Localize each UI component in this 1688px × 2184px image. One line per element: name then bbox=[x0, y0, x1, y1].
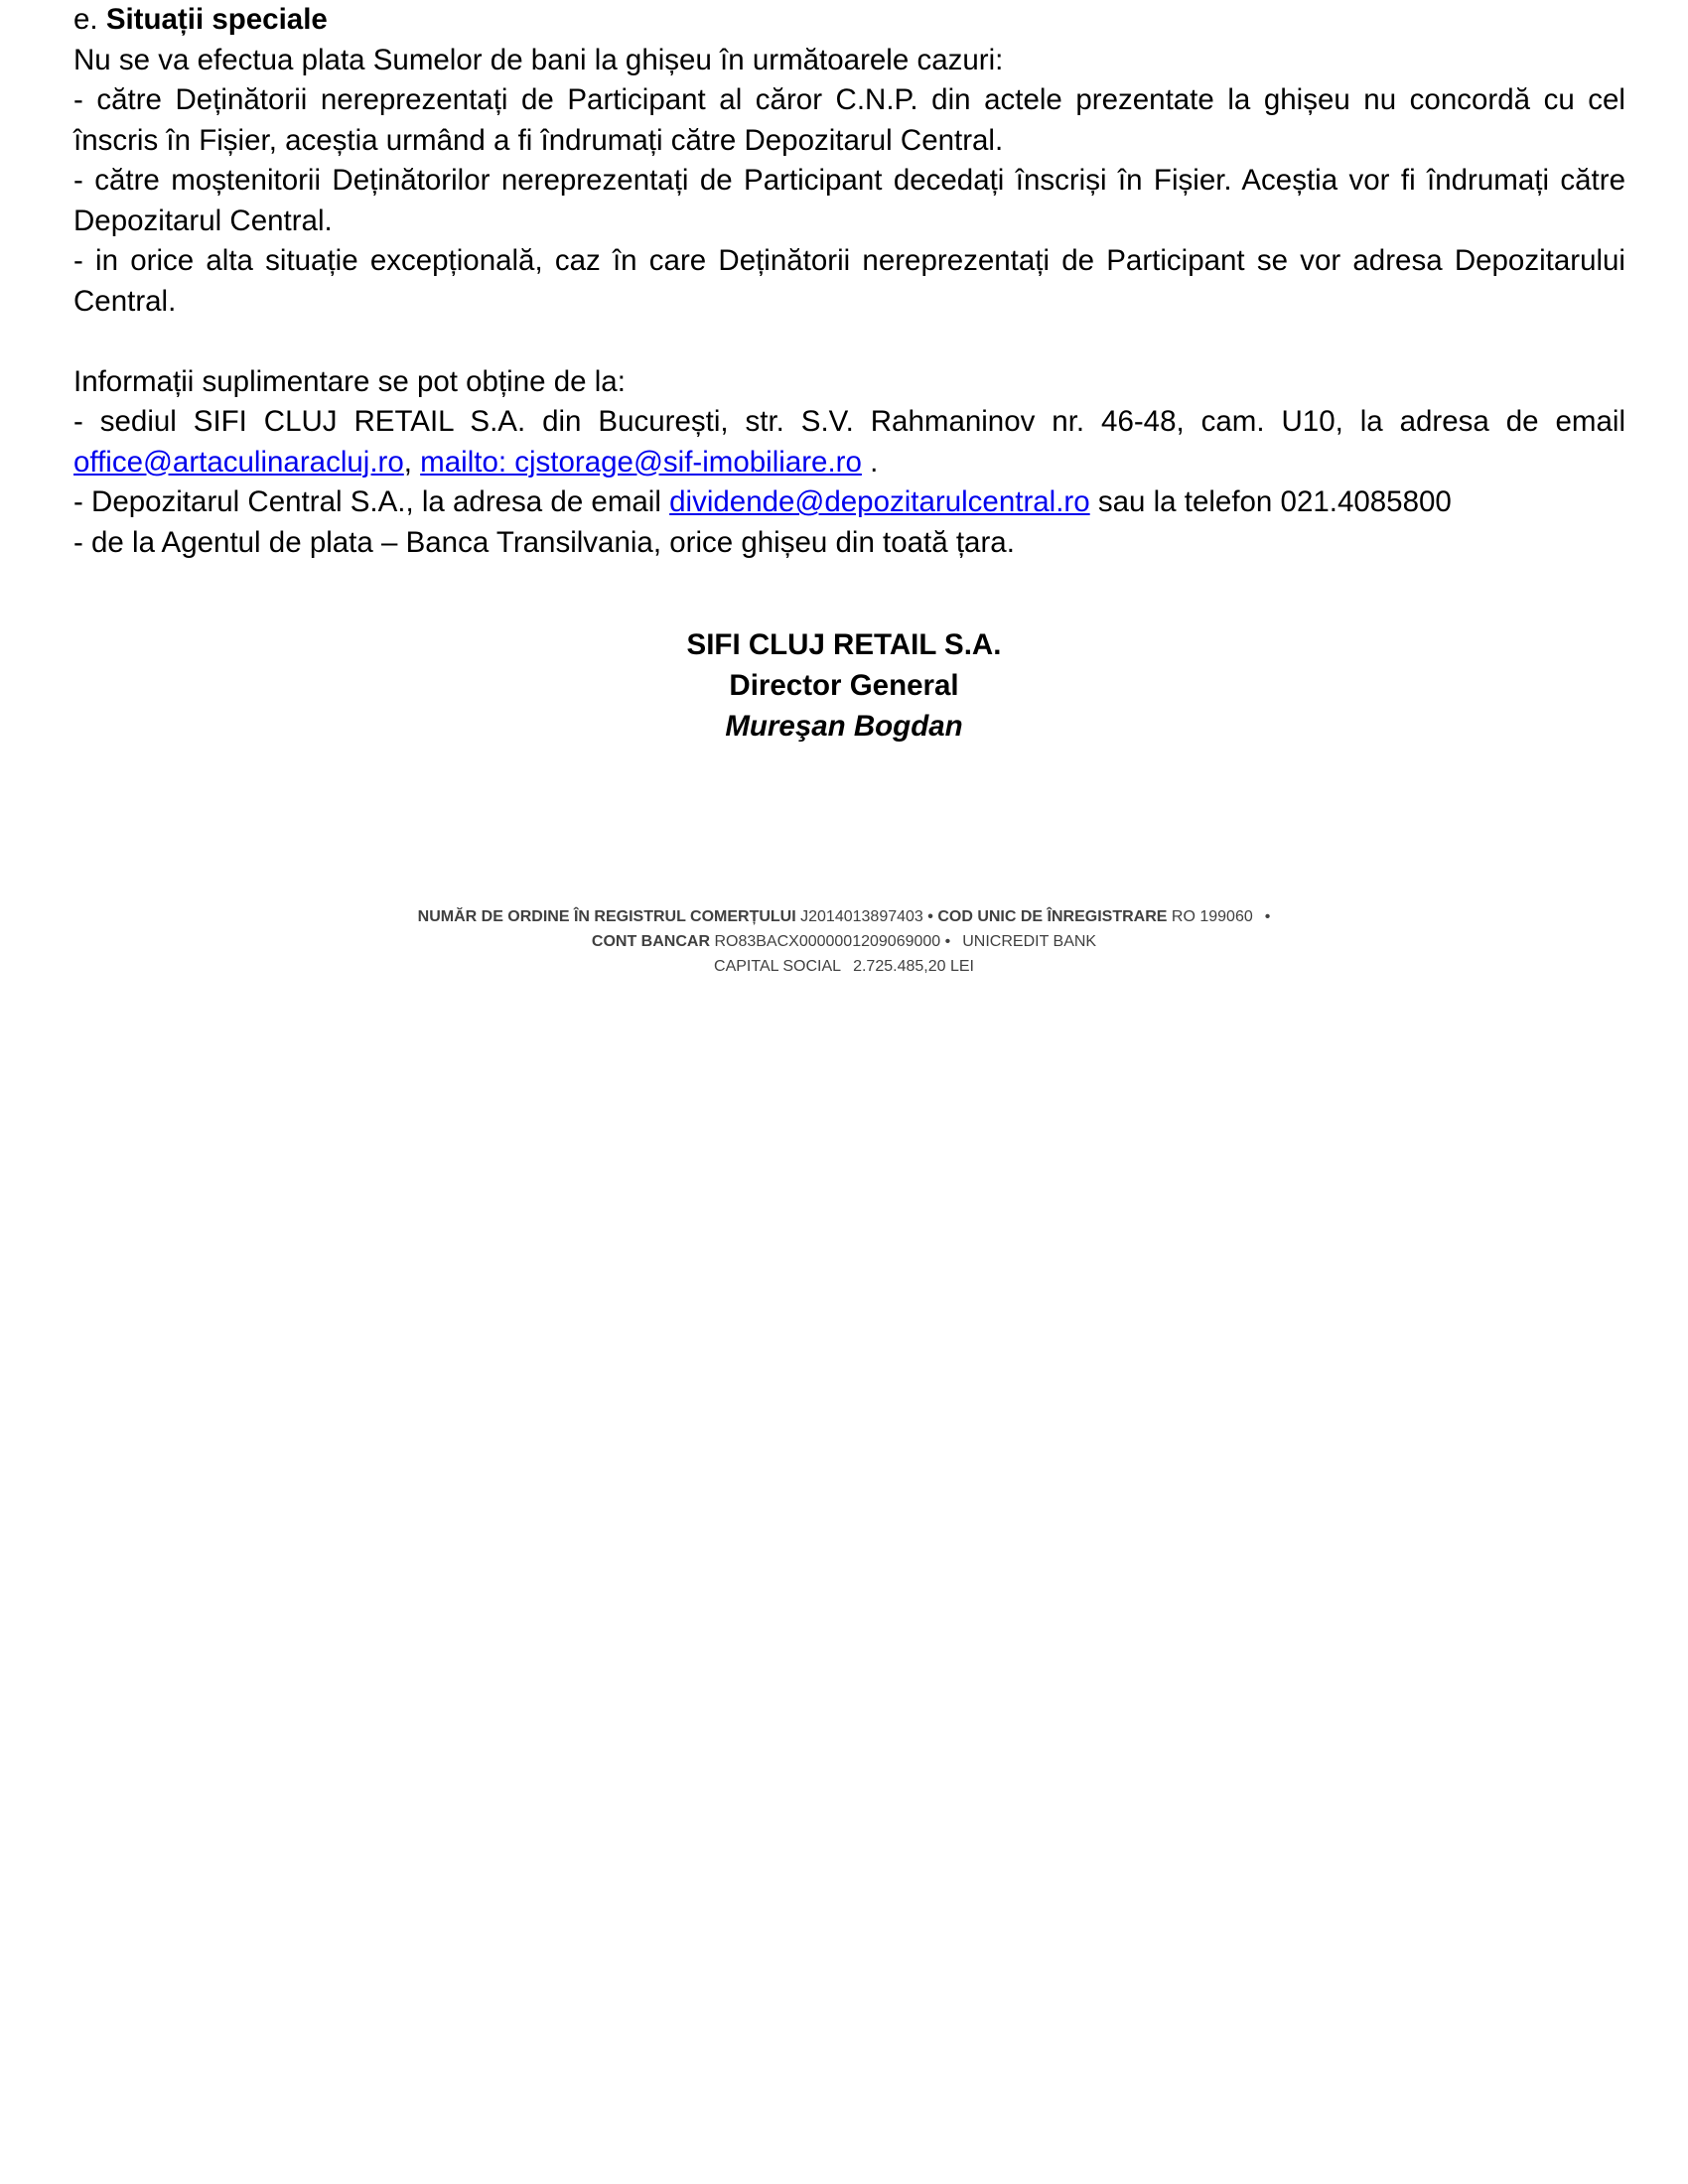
info-agent: - de la Agentul de plata – Banca Transilvania, orice ghișeu din toată țara. bbox=[73, 525, 1015, 559]
section-e-heading bbox=[73, 0, 1625, 41]
paragraph-spacer bbox=[73, 322, 1625, 362]
footer-bank-name: UNICREDIT BANK bbox=[962, 933, 1097, 950]
storage-email-link[interactable]: mailto: cjstorage@sif-imobiliare.ro bbox=[420, 445, 862, 478]
signature-name: Mureşan Bogdan bbox=[725, 710, 963, 743]
section-e-title: Situații speciale bbox=[105, 3, 328, 36]
info-intro: Informații suplimentare se pot obține de la: bbox=[73, 364, 626, 398]
section-e-item: - către Deținătorii nereprezentați de Participant al căror C.N.P. din actele prezentate la ghișeu nu concordă cu cel înscris în Fișier, aceștia urmând a fi îndrumați către Depozitarul Central. bbox=[73, 83, 1625, 157]
footer-bullet: • bbox=[944, 933, 951, 950]
footer-capital-label: CAPITAL SOCIAL bbox=[714, 958, 842, 975]
footer-bank-label: CONT BANCAR bbox=[591, 933, 710, 950]
info-depozitar-phone: sau la telefon 021.4085800 bbox=[1089, 485, 1452, 518]
section-e-prefix: e. bbox=[73, 3, 106, 36]
dividende-email-link[interactable]: dividende@depozitarulcentral.ro bbox=[669, 485, 1090, 518]
info-depozitar-text: - Depozitarul Central S.A., la adresa de email bbox=[73, 485, 670, 518]
section-e-intro: Nu se va efectua plata Sumelor de bani la ghișeu în următoarele cazuri: bbox=[73, 43, 1004, 76]
info-depozitar bbox=[73, 482, 1625, 523]
footer-line-bank bbox=[0, 929, 1688, 954]
info-sediu bbox=[73, 402, 1625, 482]
email-separator: , bbox=[403, 445, 421, 478]
footer-bullet: • bbox=[1264, 908, 1271, 925]
info-sediu-end: . bbox=[861, 445, 879, 478]
signature-company: SIFI CLUJ RETAIL S.A. bbox=[686, 628, 1002, 661]
footer-cui-value: RO 199060 bbox=[1167, 908, 1253, 925]
section-e-item: - in orice alta situație excepțională, caz în care Deținătorii nereprezentați de Participant se vor adresa Depozitarului Central. bbox=[73, 244, 1625, 318]
footer-reg-value: J2014013897403 bbox=[795, 908, 928, 925]
footer-line-registry bbox=[0, 904, 1688, 929]
info-sediu-text: - sediul SIFI CLUJ RETAIL S.A. din București, str. S.V. Rahmaninov nr. 46-48, cam. U10, la adresa de email bbox=[73, 405, 1625, 438]
document-body bbox=[73, 0, 1625, 563]
signature-block bbox=[0, 624, 1688, 747]
footer-bullet: • bbox=[927, 908, 933, 925]
footer-capital-value: 2.725.485,20 LEI bbox=[853, 958, 974, 975]
footer-cui-label: COD UNIC DE ÎNREGISTRARE bbox=[932, 908, 1168, 925]
footer-bank-value: RO83BACX0000001209069000 bbox=[710, 933, 945, 950]
footer-line-capital bbox=[0, 954, 1688, 979]
footer-reg-label: NUMĂR DE ORDINE ÎN REGISTRUL COMERȚULUI bbox=[417, 908, 796, 925]
company-footer bbox=[0, 904, 1688, 979]
office-email-link[interactable]: office@artaculinaracluj.ro bbox=[73, 445, 404, 478]
section-e-item: - către moștenitorii Deținătorilor nereprezentați de Participant decedați înscriși în Fișier. Aceștia vor fi îndrumați către Depozitarul Central. bbox=[73, 164, 1625, 237]
signature-role: Director General bbox=[729, 669, 959, 702]
